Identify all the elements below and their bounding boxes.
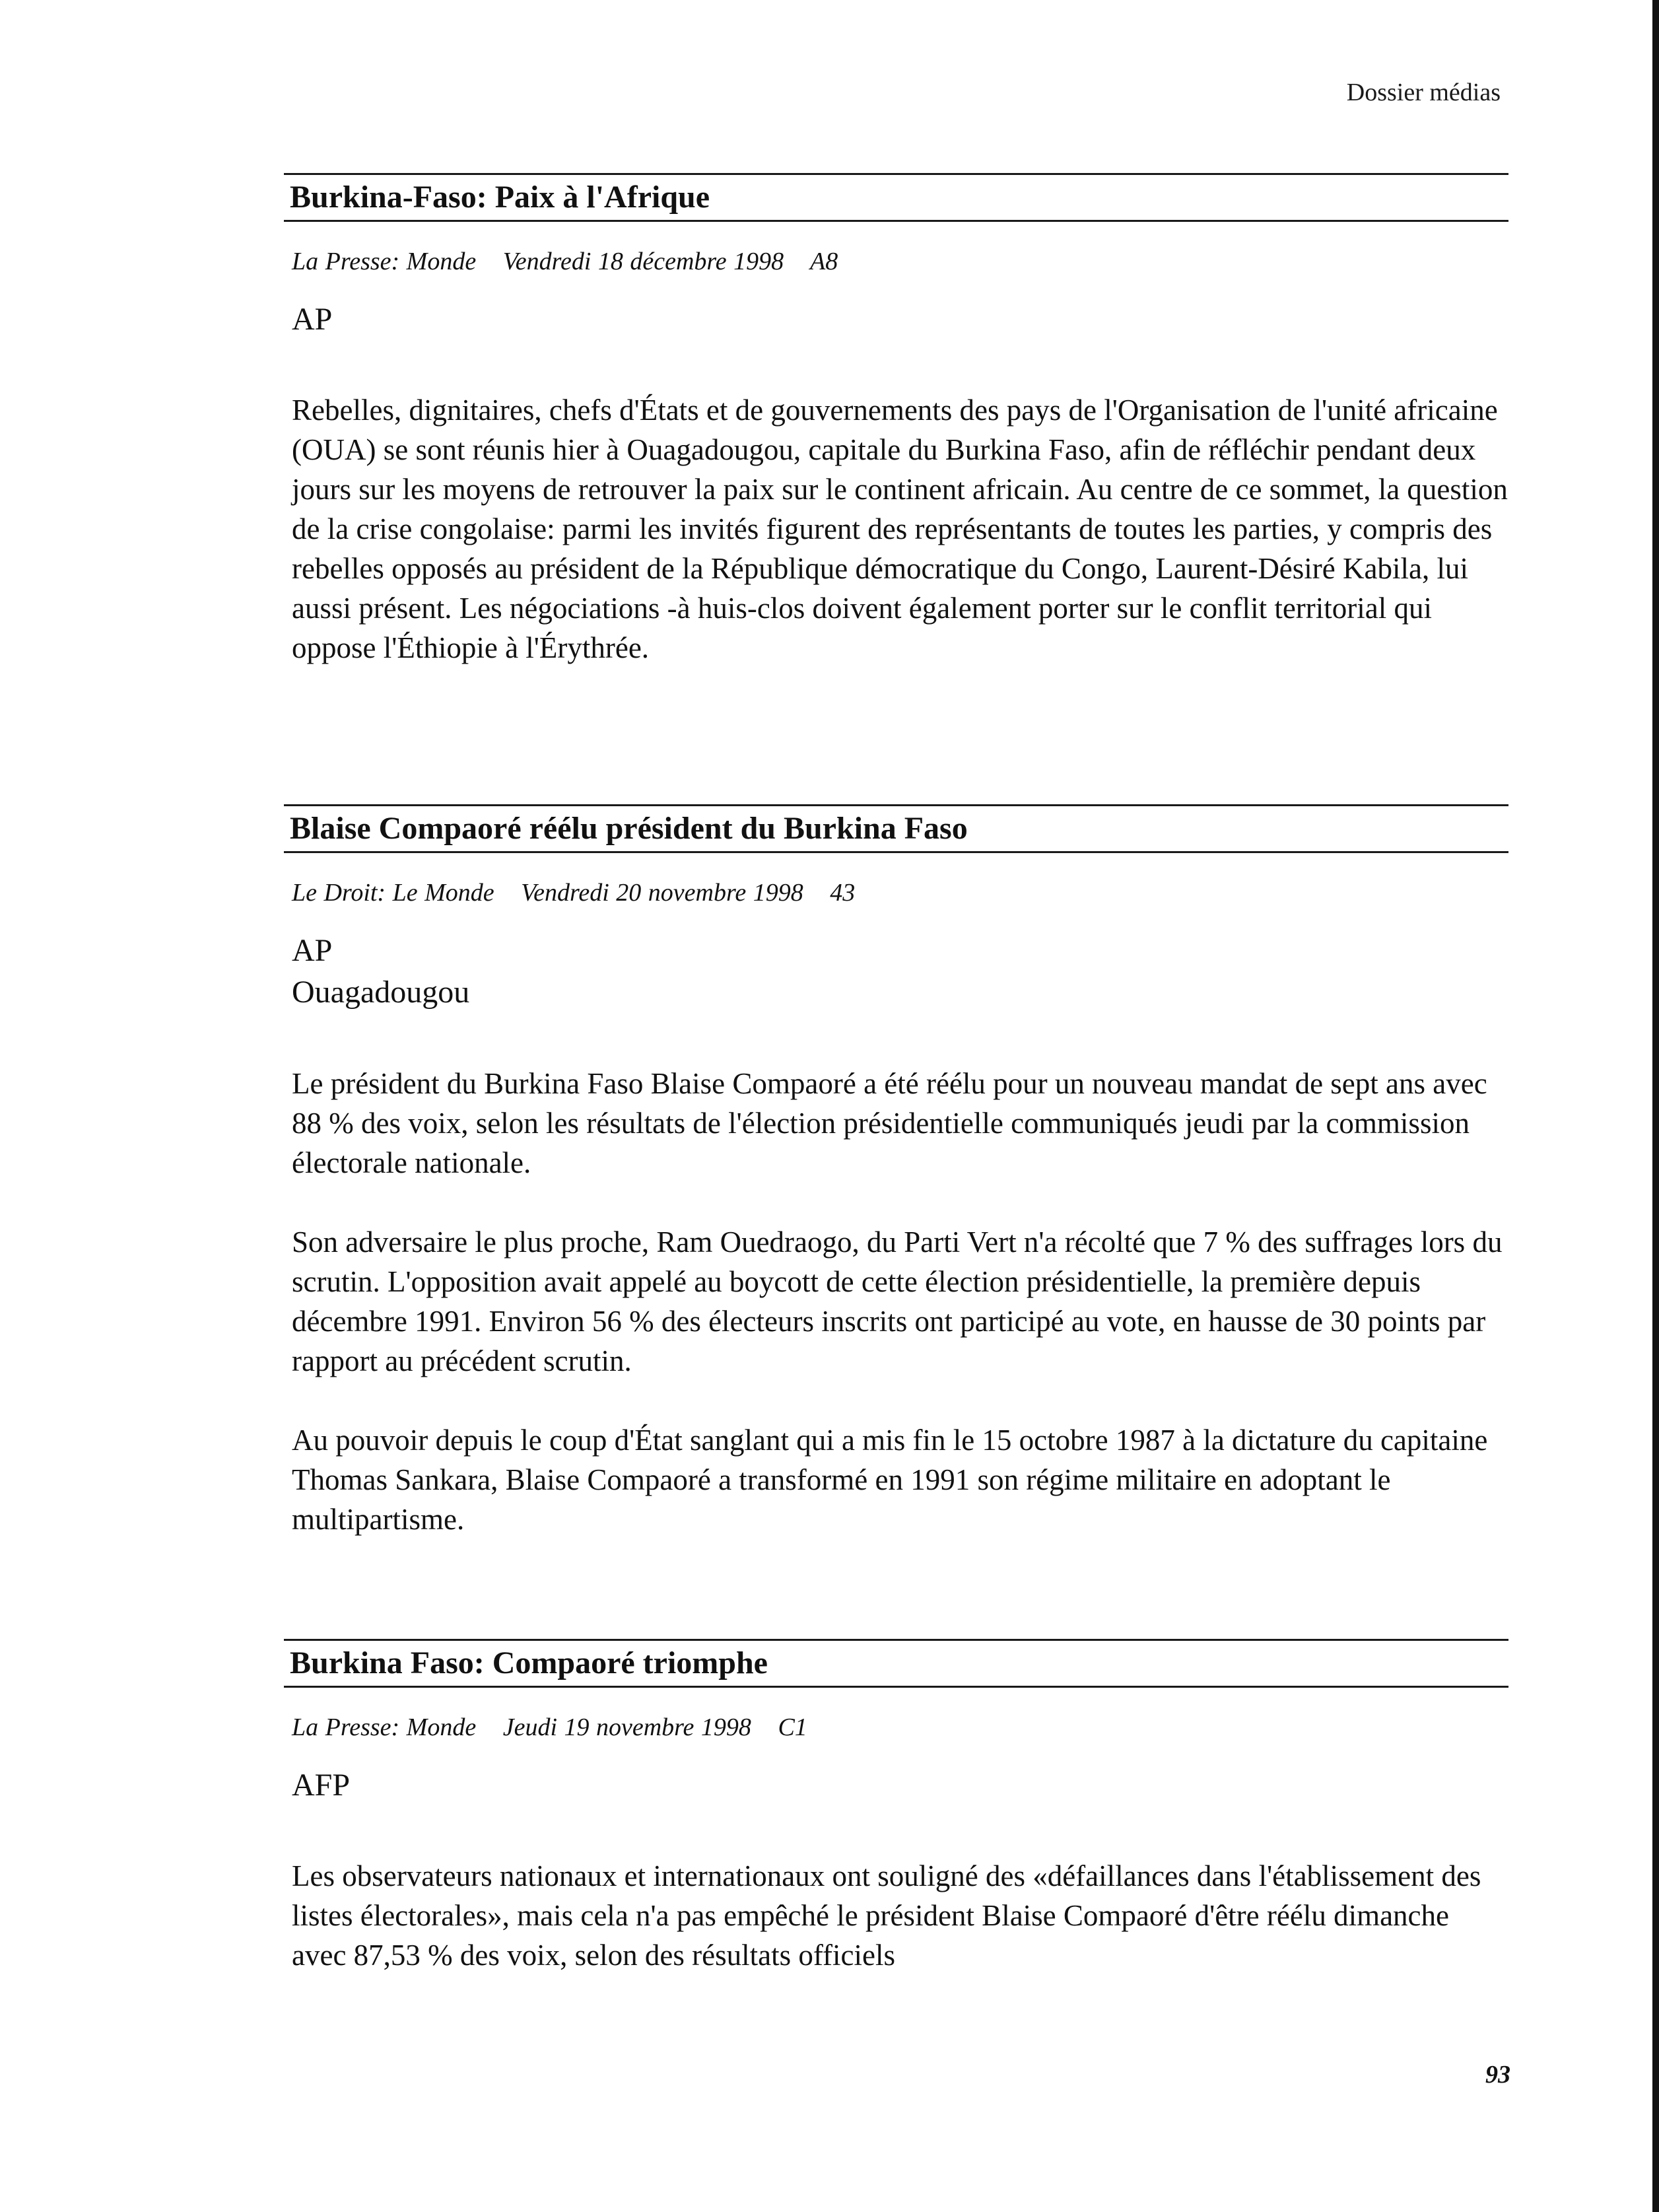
title-rule-top	[284, 173, 1508, 175]
dateline	[292, 247, 1508, 276]
agency-label: AFP	[292, 1768, 351, 1803]
article-body	[292, 390, 1508, 668]
page-label: C1	[778, 1713, 807, 1741]
date-label: Jeudi 19 novembre 1998	[502, 1713, 751, 1741]
date-label: Vendredi 18 décembre 1998	[502, 248, 784, 275]
article-body	[292, 1856, 1508, 1975]
source-label: La Presse: Monde	[292, 1713, 477, 1741]
agency-label: AP	[292, 933, 333, 968]
paragraph: Les observateurs nationaux et internationaux ont souligné des «défaillances dans l'établissement des listes électorales», mais cela n'a pas empêché le président Blaise Compaoré d'être réélu dimanche avec 87,53 % des voix, selon des résultats officiels	[292, 1859, 1481, 1972]
title-rule-bottom	[284, 851, 1508, 853]
date-label: Vendredi 20 novembre 1998	[521, 879, 803, 907]
article-title: Burkina Faso: Compaoré triomphe	[290, 1645, 768, 1680]
dateline	[292, 1713, 1508, 1742]
article-2	[284, 804, 1508, 1539]
paragraph: Le président du Burkina Faso Blaise Compaoré a été réélu pour un nouveau mandat de sept ans avec 88 % des voix, selon les résultats de l'élection présidentielle communiqués jeudi par la commission électorale nationale.	[292, 1066, 1487, 1179]
article-1	[284, 173, 1508, 668]
page-number: 93	[1485, 2061, 1510, 2089]
source-label: La Presse: Monde	[292, 248, 477, 275]
agency-label: AP	[292, 302, 333, 337]
article-title: Burkina-Faso: Paix à l'Afrique	[290, 180, 710, 215]
running-head: Dossier médias	[1346, 79, 1501, 106]
dateline	[292, 878, 1508, 907]
paragraph: Son adversaire le plus proche, Ram Ouedraogo, du Parti Vert n'a récolté que 7 % des suffrages lors du scrutin. L'opposition avait appelé au boycott de cette élection présidentielle, la première depuis décembre 1991. Environ 56 % des électeurs inscrits ont participé au vote, en hausse de 30 points par rapport au précédent scrutin.	[292, 1225, 1503, 1377]
scan-edge	[1652, 0, 1659, 2212]
title-rule-top	[284, 804, 1508, 806]
source-label: Le Droit: Le Monde	[292, 879, 494, 907]
article-title: Blaise Compaoré réélu président du Burkina Faso	[290, 811, 968, 846]
article-body	[292, 1064, 1508, 1539]
paragraph: Au pouvoir depuis le coup d'État sanglant qui a mis fin le 15 octobre 1987 à la dictature du capitaine Thomas Sankara, Blaise Compaoré a transformé en 1991 son régime militaire en adoptant le multipartisme.	[292, 1423, 1488, 1536]
paragraph: Rebelles, dignitaires, chefs d'États et de gouvernements des pays de l'Organisation de l'unité africaine (OUA) se sont réunis hier à Ouagadougou, capitale du Burkina Faso, afin de réfléchir pendant deux jours sur les moyens de retrouver la paix sur le continent africain. Au centre de ce sommet, la question de la crise congolaise: parmi les invités figurent des représentants de toutes les parties, y compris des rebelles opposés au président de la République démocratique du Congo, Laurent-Désiré Kabila, lui aussi présent. Les négociations -à huis-clos doivent également porter sur le conflit territorial qui oppose l'Éthiopie à l'Érythrée.	[292, 394, 1508, 665]
page-label: 43	[830, 879, 856, 907]
title-rule-bottom	[284, 220, 1508, 222]
title-rule-bottom	[284, 1686, 1508, 1688]
title-rule-top	[284, 1639, 1508, 1641]
article-3	[284, 1639, 1508, 1975]
location-label: Ouagadougou	[292, 975, 470, 1010]
page-label: A8	[810, 248, 838, 275]
